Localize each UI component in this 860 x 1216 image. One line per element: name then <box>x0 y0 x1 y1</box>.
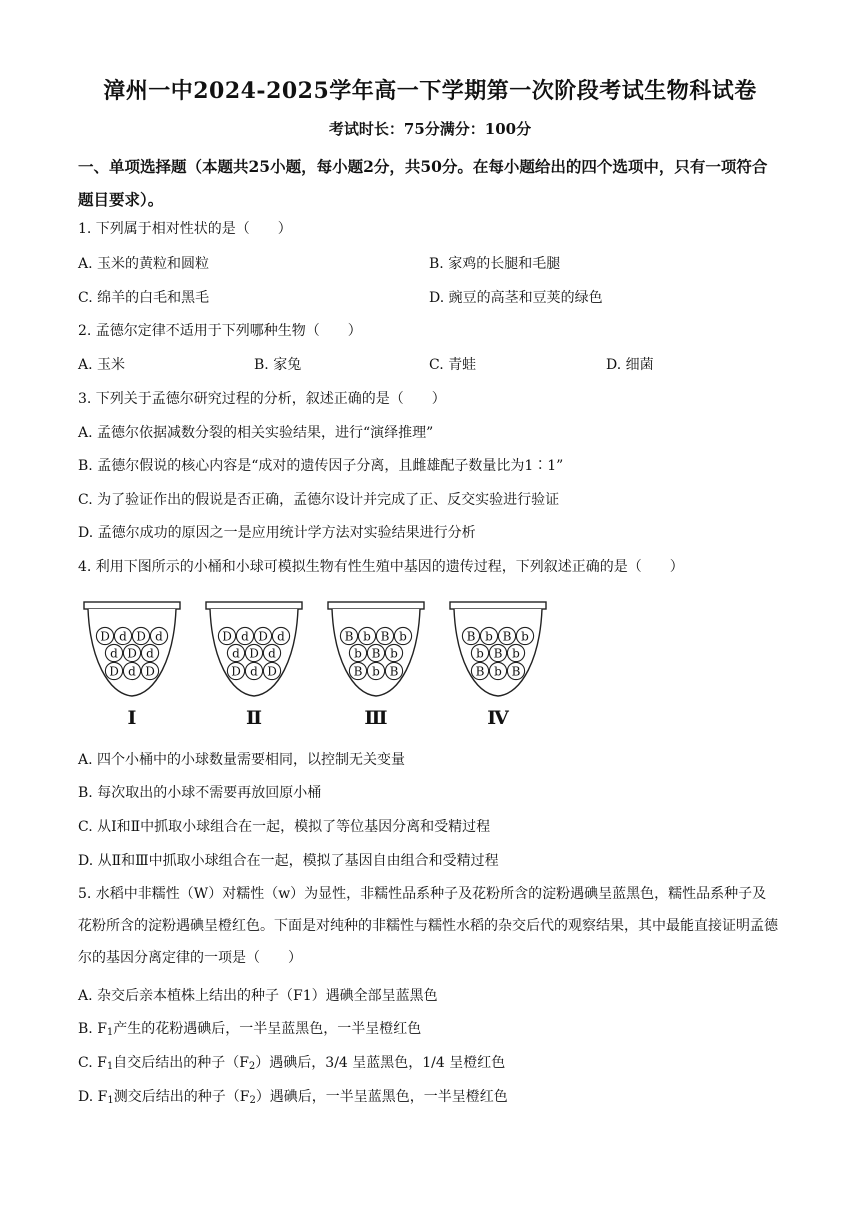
ball-label: b <box>521 629 529 644</box>
ball-label: B <box>493 646 503 661</box>
ball-label: b <box>494 664 502 679</box>
ball-label: D <box>136 629 146 644</box>
bucket-label: Ⅱ <box>245 707 263 729</box>
ball-label: b <box>399 629 407 644</box>
bucket-label: Ⅲ <box>364 707 388 729</box>
ball-label: b <box>485 629 493 644</box>
q4-option-a: A. 四个小桶中的小球数量需要相同，以控制无关变量 <box>78 752 406 768</box>
q2-option-c: C. 青蛙 <box>429 357 477 373</box>
ball-label: d <box>155 629 163 644</box>
ball-label: D <box>127 646 137 661</box>
ball-label: d <box>128 664 136 679</box>
ball-label: b <box>372 664 380 679</box>
q5-option-b: B. $F_1$产生的花粉遇碘后，一半呈蓝黑色，一半呈橙红色 <box>78 1021 422 1038</box>
ball-label: B <box>475 664 485 679</box>
bucket-2 <box>206 602 302 729</box>
q4-stem: 4. 利用下图所示的小桶和小球可模拟生物有性生殖中基因的遗传过程，下列叙述正确的是（ ） <box>78 559 684 575</box>
ball-label: D <box>100 629 110 644</box>
ball-label: d <box>146 646 154 661</box>
ball-label: d <box>232 646 240 661</box>
q3-option-a: A. 孟德尔依据减数分裂的相关实验结果，进行“演绎推理” <box>78 425 434 441</box>
ball-label: D <box>231 664 241 679</box>
ball-label: d <box>241 629 249 644</box>
page-title: 漳州一中2024-2025学年高一下学期第一次阶段考试生物科试卷 <box>103 78 757 104</box>
ball-label: d <box>250 664 258 679</box>
q5-option-a: A. 杂交后亲本植株上结出的种子（F1）遇碘全部呈蓝黑色 <box>78 988 438 1004</box>
q1-option-b: B. 家鸡的长腿和毛腿 <box>429 256 561 272</box>
section-heading: 一、单项选择题（本题共25小题，每小题2分，共50分。在每小题给出的四个选项中，只有一项符合题目要求）。 <box>78 157 768 209</box>
ball-label: b <box>512 646 520 661</box>
ball-label: B <box>511 664 521 679</box>
ball-label: d <box>277 629 285 644</box>
ball-label: D <box>222 629 232 644</box>
q1-option-d: D. 豌豆的高茎和豆荚的绿色 <box>429 290 603 306</box>
q5-option-c: C. $F_1$自交后结出的种子$(F_2)$遇碘后，3/4 呈蓝黑色，1/4 呈橙红色 <box>78 1055 506 1072</box>
q4-option-c: C. 从Ⅰ和Ⅱ中抓取小球组合在一起，模拟了等位基因分离和受精过程 <box>78 819 491 835</box>
ball-label: B <box>371 646 381 661</box>
ball-label: D <box>145 664 155 679</box>
ball-label: B <box>344 629 354 644</box>
ball-label: d <box>119 629 127 644</box>
ball-label: B <box>380 629 390 644</box>
q5-option-d: D. $F_1$测交后结出的种子$(F_2)$遇碘后，一半呈蓝黑色，一半呈橙红色 <box>78 1089 508 1106</box>
q1-stem: 1. 下列属于相对性状的是（ ） <box>78 221 292 237</box>
bucket-4 <box>450 602 546 729</box>
ball-label: D <box>258 629 268 644</box>
bucket-3 <box>328 602 424 729</box>
bucket-label: Ⅰ <box>127 707 137 729</box>
exam-info: 考试时长：75分满分：100分 <box>328 120 532 138</box>
ball-label: B <box>466 629 476 644</box>
q4-option-d: D. 从Ⅱ和Ⅲ中抓取小球组合在一起，模拟了基因自由组合和受精过程 <box>78 853 499 869</box>
ball-label: B <box>389 664 399 679</box>
q3-option-d: D. 孟德尔成功的原因之一是应用统计学方法对实验结果进行分析 <box>78 525 476 541</box>
q3-stem: 3. 下列关于孟德尔研究过程的分析，叙述正确的是（ ） <box>78 391 446 407</box>
ball-label: b <box>476 646 484 661</box>
q3-option-b: B. 孟德尔假说的核心内容是“成对的遗传因子分离，且雌雄配子数量比为1∶1” <box>78 458 564 474</box>
ball-label: b <box>363 629 371 644</box>
q2-option-a: A. 玉米 <box>78 357 126 373</box>
bucket-1 <box>84 602 180 729</box>
q1-option-c: C. 绵羊的白毛和黑毛 <box>78 290 210 306</box>
ball-label: d <box>268 646 276 661</box>
ball-label: b <box>390 646 398 661</box>
q3-option-c: C. 为了验证作出的假说是否正确，孟德尔设计并完成了正、反交实验进行验证 <box>78 492 560 508</box>
q2-option-d: D. 细菌 <box>606 357 654 373</box>
q5-stem: 5. 水稻中非糯性（W）对糯性（w）为显性，非糯性品系种子及花粉所含的淀粉遇碘呈蓝黑色，糯性品系种子及花粉所含的淀粉遇碘呈橙红色。下面是对纯种的非糯性与糯性水稻的杂交后代的观察结果，其中最能直接证明孟德尔的基因分离定律的一项是（ ） <box>78 886 778 966</box>
q2-stem: 2. 孟德尔定律不适用于下列哪种生物（ ） <box>78 323 362 339</box>
ball-label: d <box>110 646 118 661</box>
q4-option-b: B. 每次取出的小球不需要再放回原小桶 <box>78 785 322 801</box>
q1-option-a: A. 玉米的黄粒和圆粒 <box>78 256 210 272</box>
bucket-label: Ⅳ <box>487 707 509 729</box>
ball-label: D <box>249 646 259 661</box>
ball-label: D <box>109 664 119 679</box>
q2-option-b: B. 家兔 <box>254 357 302 373</box>
bucket-figure <box>80 598 570 730</box>
ball-label: D <box>267 664 277 679</box>
ball-label: B <box>502 629 512 644</box>
ball-label: B <box>353 664 363 679</box>
ball-label: b <box>354 646 362 661</box>
